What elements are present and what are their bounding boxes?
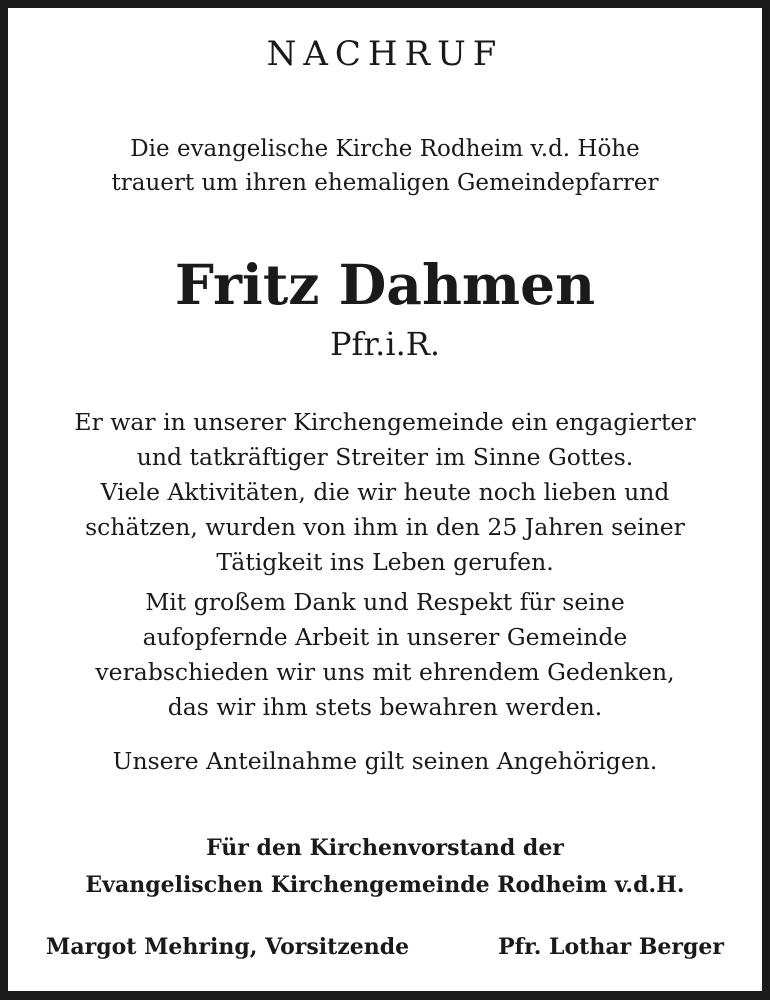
gratitude-paragraph (8, 585, 762, 725)
board-line: Evangelischen Kirchengemeinde Rodheim v.d.H. (85, 872, 685, 898)
signature-chair: Margot Mehring, Vorsitzende (46, 934, 410, 960)
gratitude-line: das wir ihm stets bewahren werden. (167, 693, 603, 721)
notice-title: NACHRUF (266, 34, 504, 74)
intro-line: Die evangelische Kirche Rodheim v.d. Höhe (130, 136, 640, 162)
deceased-title: Pfr.i.R. (330, 325, 440, 363)
board-heading (8, 830, 762, 904)
signature-pastor: Pfr. Lothar Berger (498, 934, 724, 960)
tribute-line: und tatkräftiger Streiter im Sinne Gottes. (136, 443, 634, 471)
gratitude-line: aufopfernde Arbeit in unserer Gemeinde (142, 623, 628, 651)
tribute-line: Er war in unserer Kirchengemeinde ein engagierter (74, 408, 696, 436)
deceased-name: Fritz Dahmen (174, 252, 596, 317)
condolence-text: Unsere Anteilnahme gilt seinen Angehörigen. (112, 747, 658, 775)
gratitude-line: verabschieden wir uns mit ehrendem Gedenken, (95, 658, 675, 686)
intro-text (8, 132, 762, 200)
tribute-line: Tätigkeit ins Leben gerufen. (216, 548, 554, 576)
board-line: Für den Kirchenvorstand der (206, 835, 564, 861)
gratitude-line: Mit großem Dank und Respekt für seine (145, 588, 625, 616)
tribute-line: Viele Aktivitäten, die wir heute noch lieben und (100, 478, 670, 506)
tribute-paragraph (8, 405, 762, 580)
tribute-line: schätzen, wurden von ihm in den 25 Jahren seiner (85, 513, 685, 541)
intro-line: trauert um ihren ehemaligen Gemeindepfarrer (111, 170, 659, 196)
